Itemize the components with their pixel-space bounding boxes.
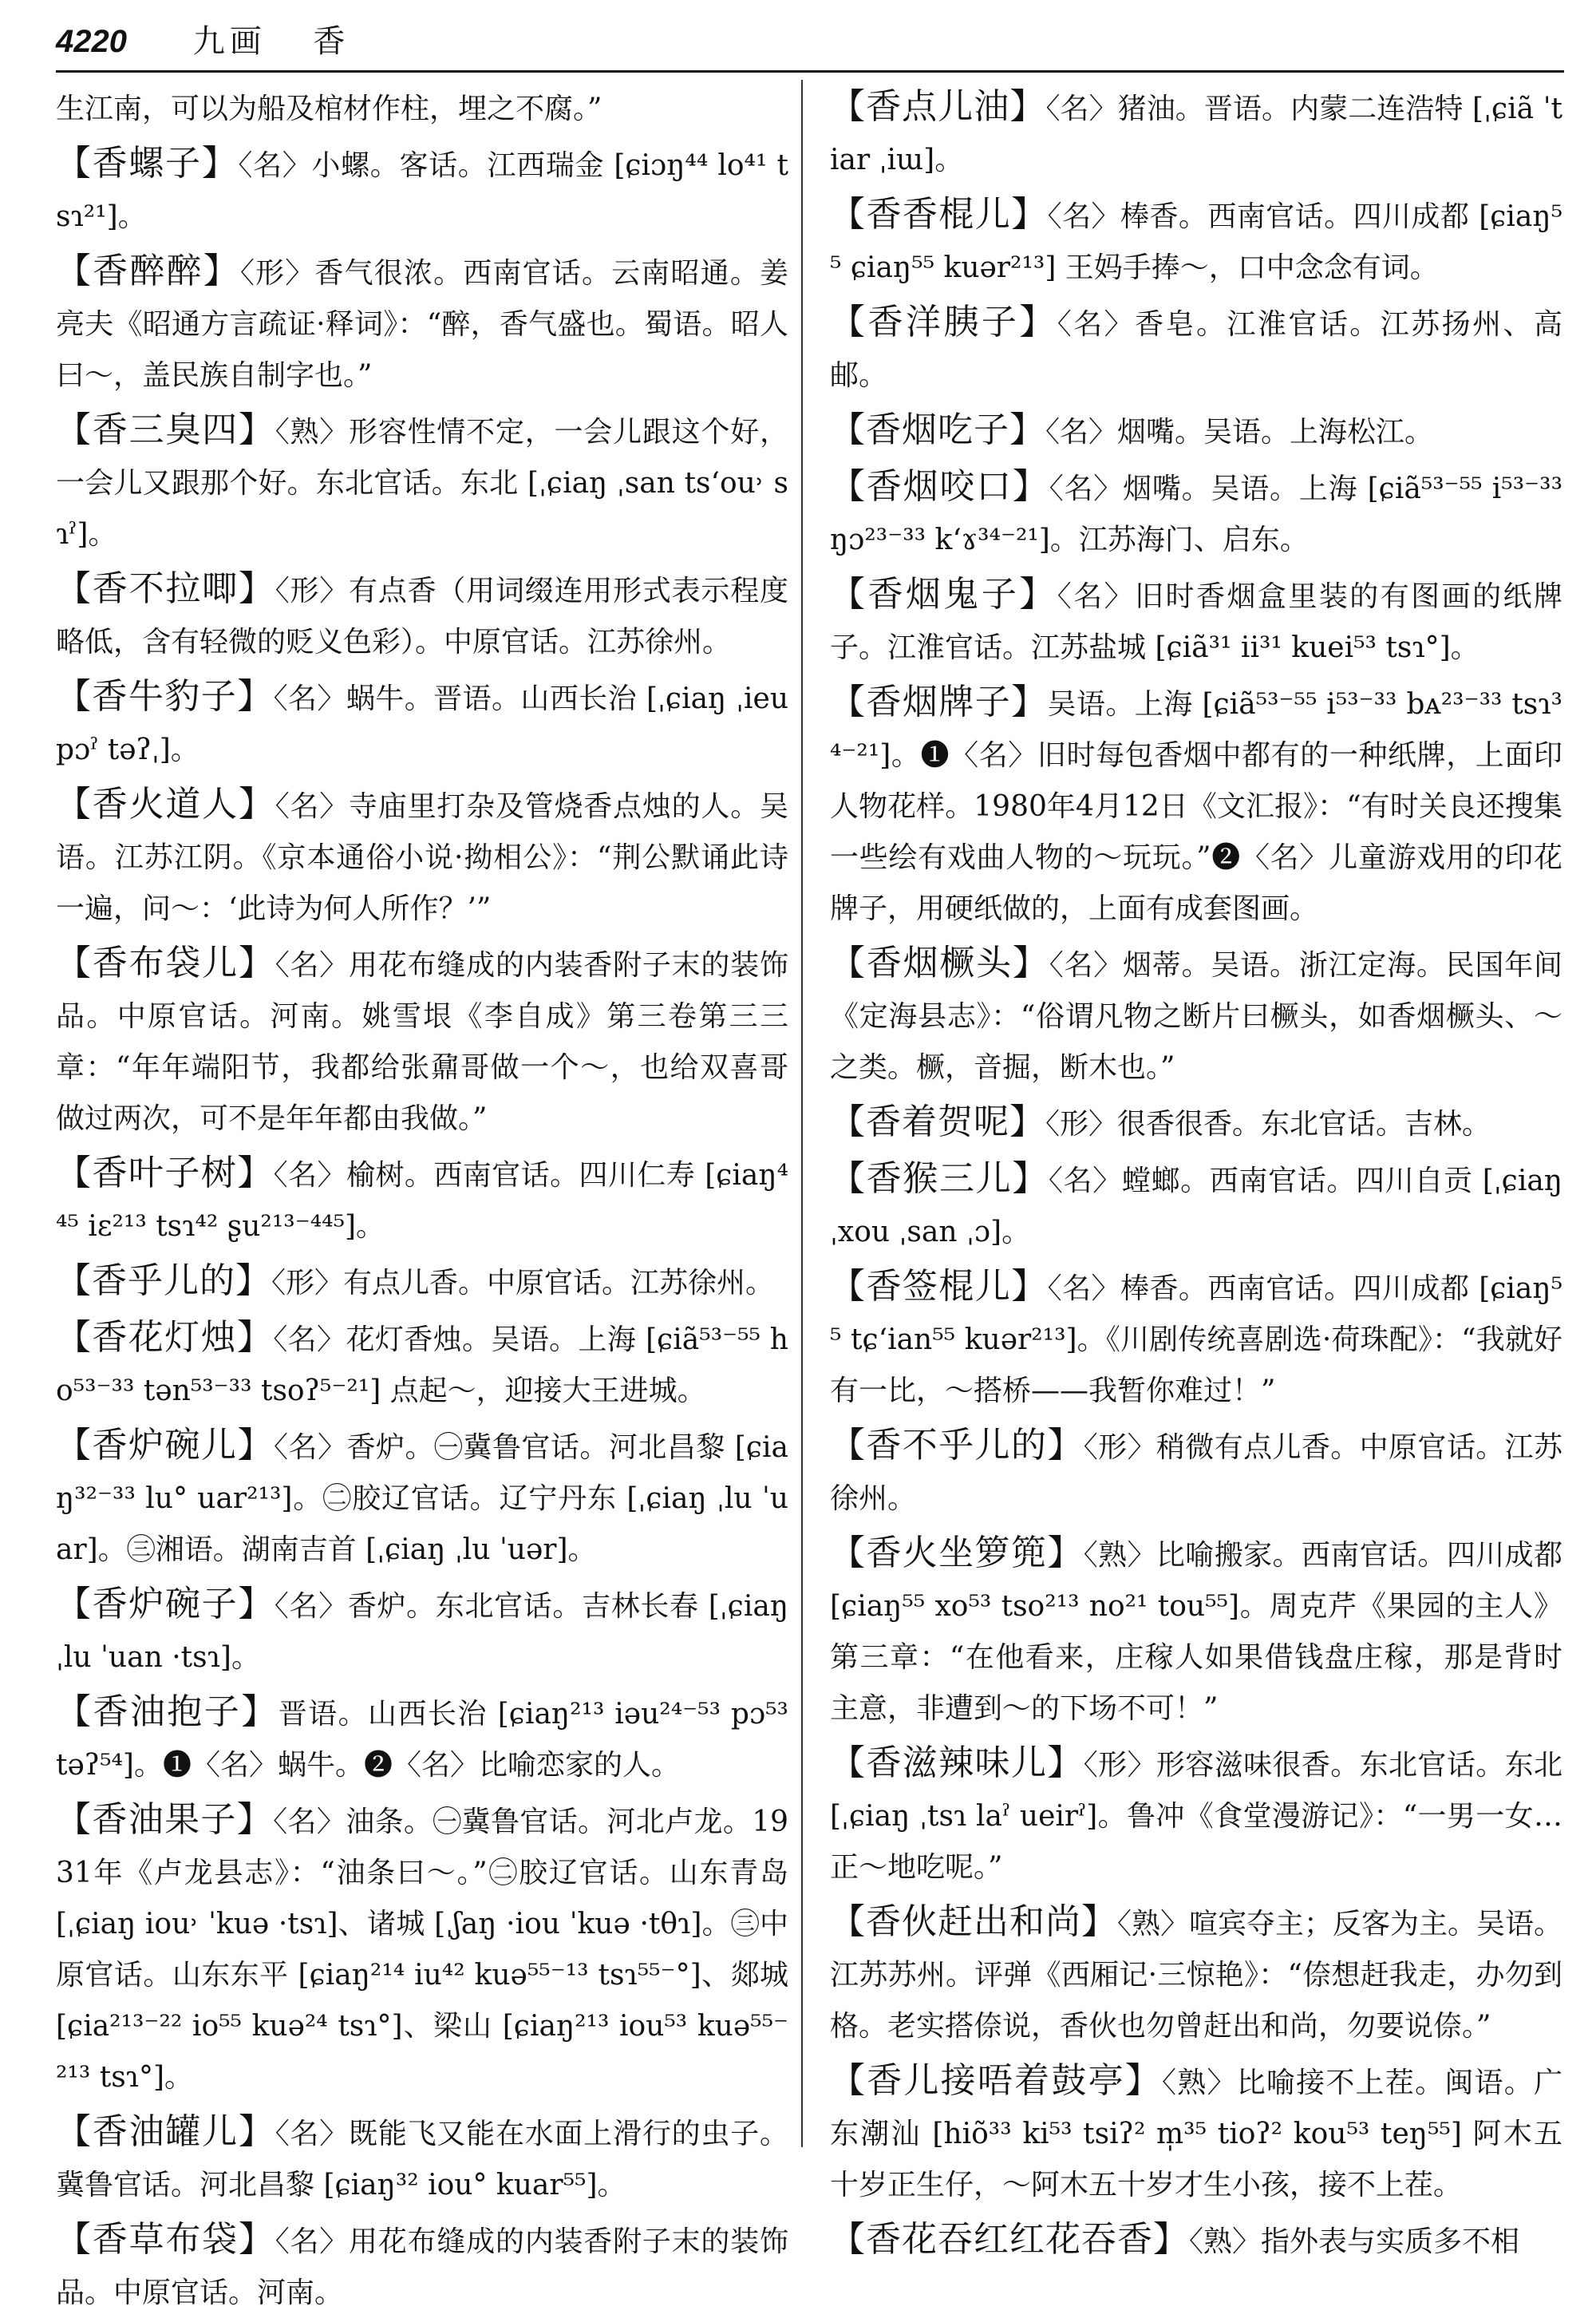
entry-text: 〈形〉形容滋味很香。东北官话。东北 [ˌɕiaŋ ˌtsɿ laˀ ueirˀ]。鲁冲《食堂漫游记》：“一男一女…正～地吃呢。”	[830, 1749, 1562, 1884]
dictionary-entry	[56, 1579, 788, 1683]
entry-text: 生江南，可以为船及棺材作柱，埋之不腐。”	[56, 93, 602, 125]
entry-text: 〈名〉螳螂。西南官话。四川自贡 [ˌɕiaŋ ˌxou ˌsan ˌɔ]。	[830, 1165, 1563, 1248]
entry-headword: 【香牛豹子】	[56, 676, 274, 717]
entry-headword: 【香不拉唧】	[56, 568, 275, 609]
entry-headword: 【香火坐箩篼】	[830, 1533, 1084, 1573]
entry-headword: 【香布袋儿】	[56, 943, 275, 983]
dictionary-entry	[56, 1687, 788, 1791]
entry-headword: 【香洋胰子】	[830, 302, 1057, 342]
entry-text: 〈名〉烟蒂。吴语。浙江定海。民国年间《定海县志》：“俗谓凡物之断片曰橛头，如香烟橛头、～之类。橛，音掘，断木也。”	[830, 949, 1562, 1084]
entry-text: 〈形〉稍微有点儿香。中原官话。江苏徐州。	[830, 1431, 1562, 1515]
entry-headword: 【香烟吃子】	[830, 409, 1045, 450]
dictionary-entry	[56, 2214, 788, 2319]
entry-headword: 【香叶子树】	[56, 1153, 274, 1193]
entry-text: 〈名〉既能飞又能在水面上滑行的虫子。冀鲁官话。河北昌黎 [ɕiaŋ³² iou° kuar⁵⁵]。	[56, 2118, 788, 2201]
entry-headword: 【香油抱子】	[56, 1691, 279, 1732]
entry-text: 〈名〉香炉。㊀冀鲁官话。河北昌黎 [ɕiaŋ³²⁻³³ lu° uar²¹³]。㊁胶辽官话。辽宁丹东 [ˌɕiaŋ ˌlu ˈuar]。㊂湘语。湖南吉首 [ˌɕiaŋ ˌlu ˈuər]。	[56, 1431, 788, 1566]
entry-headword: 【香草布袋】	[56, 2219, 275, 2260]
dictionary-entry	[830, 297, 1562, 402]
entry-headword: 【香醉醉】	[56, 251, 240, 291]
entry-headword: 【香点儿油】	[830, 86, 1046, 127]
entry-text: 〈名〉香炉。东北官话。吉林长春 [ˌɕiaŋ ˌlu ˈuan ·tsɿ]。	[56, 1590, 789, 1674]
dictionary-entry	[56, 671, 788, 776]
entry-text: 〈熟〉比喻接不上茬。闽语。广东潮汕 [hiõ³³ ki⁵³ tsiʔ² m̩³⁵ tioʔ² kou⁵³ teŋ⁵⁵] 阿木五十岁正生仔，～阿木五十岁才生小孩，接不上茬。	[830, 2067, 1562, 2201]
column-divider	[801, 80, 803, 2147]
entry-text: 〈形〉很香很香。东北官话。吉林。	[1045, 1108, 1491, 1141]
entry-text: 〈熟〉比喻搬家。西南官话。四川成都 [ɕiaŋ⁵⁵ xo⁵³ tso²¹³ no²¹ tou⁵⁵]。周克芹《果园的主人》第三章：“在他看来，庄稼人如果借钱盘庄稼，那是背时主意，非遭到～的下场不可！”	[830, 1539, 1562, 1725]
entry-text: 〈名〉烟嘴。吴语。上海松江。	[1045, 416, 1434, 449]
dictionary-entry	[830, 1097, 1562, 1150]
entry-headword: 【香儿接唔着鼓亭】	[830, 2060, 1163, 2101]
entry-headword: 【香不乎儿的】	[830, 1425, 1084, 1466]
dictionary-entry	[830, 2055, 1562, 2211]
entry-text: 〈名〉用花布缝成的内装香附子末的装饰品。中原官话。河南。姚雪垠《李自成》第三卷第三三章：“年年端阳节，我都给张鼐哥做一个～，也给双喜哥做过两次，可不是年年都由我做。”	[56, 949, 788, 1135]
entry-text: 〈名〉棒香。西南官话。四川成都 [ɕiaŋ⁵⁵ ɕiaŋ⁵⁵ kuər²¹³] 王妈手捧～，口中念念有词。	[830, 200, 1563, 284]
dictionary-entry	[830, 189, 1562, 294]
entry-text: 〈名〉棒香。西南官话。四川成都 [ɕiaŋ⁵⁵ tɕʻian⁵⁵ kuər²¹³]。《川剧传统喜剧选·荷珠配》：“我就好有一比，～搭桥——我暂你难过！”	[830, 1272, 1563, 1407]
dictionary-entry	[56, 405, 788, 560]
entry-headword: 【香烟橛头】	[830, 943, 1049, 983]
entry-headword: 【香炉碗子】	[56, 1584, 275, 1624]
dictionary-entry	[56, 1256, 788, 1309]
entry-text: 〈名〉猪油。晋语。内蒙二连浩特 [ˌɕiã ˈtiar ˌiɯ]。	[830, 93, 1562, 176]
dictionary-entry	[830, 405, 1562, 458]
dictionary-entry	[56, 564, 788, 668]
dictionary-entry	[56, 138, 788, 243]
entry-headword: 【香签棍儿】	[830, 1266, 1048, 1307]
entry-text: 〈形〉香气很浓。西南官话。云南昭通。姜亮夫《昭通方言疏证·释词》：“醉，香气盛也。蜀语。昭人曰～，盖民族自制字也。”	[56, 257, 788, 392]
entry-headword: 【香滋辣味儿】	[830, 1742, 1084, 1783]
entry-text: 〈名〉香皂。江淮官话。江苏扬州、高邮。	[830, 308, 1562, 392]
entry-headword: 【香螺子】	[56, 143, 239, 184]
section-label: 九画	[192, 23, 267, 60]
entry-text: 〈名〉用花布缝成的内装香附子末的装饰品。中原官话。河南。	[56, 2225, 788, 2309]
dictionary-entry	[56, 2106, 788, 2211]
dictionary-entry	[56, 1420, 788, 1576]
entry-headword: 【香火道人】	[56, 784, 275, 825]
dictionary-entry	[830, 1153, 1562, 1258]
dictionary-entry	[830, 1738, 1562, 1893]
entry-text: 〈熟〉指外表与实质多不相	[1189, 2225, 1520, 2258]
left-column	[56, 81, 788, 2322]
page-header	[56, 18, 1556, 65]
right-column	[830, 81, 1562, 2271]
entry-headword: 【香油果子】	[56, 1799, 274, 1840]
dictionary-entry	[56, 1148, 788, 1252]
dictionary-entry	[830, 1261, 1562, 1417]
header-rule	[56, 70, 1564, 73]
entry-headword: 【香三臭四】	[56, 409, 275, 450]
entry-headword: 【香猴三儿】	[830, 1158, 1049, 1199]
entry-headword: 【香香棍儿】	[830, 194, 1048, 235]
entry-text: 〈名〉小螺。客话。江西瑞金 [ɕiɔŋ⁴⁴ lo⁴¹ tsɿ²¹]。	[56, 149, 789, 233]
header-character: 香	[313, 23, 346, 60]
dictionary-entry	[830, 569, 1562, 674]
entry-text: 〈熟〉形容性情不定，一会儿跟这个好，一会儿又跟那个好。东北官话。东北 [ˌɕiaŋ ˌsan tsʻou˒ sɿˀ]。	[56, 416, 788, 551]
entry-headword: 【香花灯烛】	[56, 1317, 274, 1358]
dictionary-entry	[830, 1897, 1562, 2052]
entry-text: 〈名〉旧时香烟盒里装的有图画的纸牌子。江淮官话。江苏盐城 [ɕiã³¹ ii³¹ kuei⁵³ tsɿ°]。	[830, 580, 1562, 664]
dictionary-entry	[56, 1312, 788, 1417]
entry-headword: 【香花吞红红花吞香】	[830, 2219, 1189, 2260]
dictionary-entry	[830, 938, 1562, 1094]
entry-text: 吴语。上海 [ɕiã⁵³⁻⁵⁵ i⁵³⁻³³ bᴀ²³⁻³³ tsɿ³⁴⁻²¹]。❶〈名〉旧时每包香烟中都有的一种纸牌，上面印人物花样。1980年4月12日《文汇报》：“有时关良还搜集一些绘有戏曲人物的～玩玩。”❷〈名〉儿童游戏用的印花牌子，用硬纸做的，上面有成套图画。	[830, 688, 1562, 925]
entry-headword: 【香油罐儿】	[56, 2111, 275, 2152]
entry-text: 〈名〉烟嘴。吴语。上海 [ɕiã⁵³⁻⁵⁵ i⁵³⁻³³ ŋɔ²³⁻³³ kʻɤ³⁴⁻²¹]。江苏海门、启东。	[830, 473, 1563, 556]
entry-headword: 【香乎儿的】	[56, 1260, 271, 1301]
entry-headword: 【香着贺呢】	[830, 1102, 1045, 1142]
entry-headword: 【香烟牌子】	[830, 682, 1048, 722]
dictionary-entry	[56, 81, 788, 135]
entry-text: 晋语。山西长治 [ɕiaŋ²¹³ iəu²⁴⁻⁵³ pɔ⁵³ təʔ⁵⁴]。❶〈名〉蜗牛。❷〈名〉比喻恋家的人。	[56, 1698, 788, 1782]
entry-headword: 【香伙赶出和尚】	[830, 1901, 1117, 1942]
dictionary-entry	[56, 246, 788, 402]
entry-headword: 【香炉碗儿】	[56, 1425, 274, 1466]
entry-text: 〈形〉有点香（用词缀连用形式表示程度略低，含有轻微的贬义色彩）。中原官话。江苏徐州。	[56, 575, 788, 659]
entry-headword: 【香烟鬼子】	[830, 574, 1057, 615]
dictionary-entry	[56, 1794, 788, 2103]
entry-text: 〈形〉有点儿香。中原官话。江苏徐州。	[271, 1267, 775, 1299]
entry-text: 〈名〉榆树。西南官话。四川仁寿 [ɕiaŋ⁴⁴⁵ iɛ²¹³ tsɿ⁴² ʂu²¹³⁻⁴⁴⁵]。	[56, 1159, 789, 1243]
entry-text: 〈名〉寺庙里打杂及管烧香点烛的人。吴语。江苏江阴。《京本通俗小说·拗相公》：“荆公默诵此诗一遍，问～：‘此诗为何人所作？’”	[56, 790, 788, 925]
dictionary-entry	[830, 2214, 1562, 2268]
entry-headword: 【香烟咬口】	[830, 466, 1049, 507]
dictionary-entry	[830, 1528, 1562, 1735]
entry-text: 〈名〉油条。㊀冀鲁官话。河北卢龙。1931年《卢龙县志》：“油条曰～。”㊁胶辽官话。山东青岛 [ˌɕiaŋ iou˒ ˈkuə ·tsɿ]、诸城 [ˌʃaŋ ·iou ˈkuə ·tθɿ]。㊂中原官话。山东东平 [ɕiaŋ²¹⁴ iu⁴² kuə⁵⁵⁻¹³ tsɿ⁵⁵⁻°]、郯城 [ɕia²¹³⁻²² io⁵⁵ kuə²⁴ tsɿ°]、梁山 [ɕiaŋ²¹³ iou⁵³ kuə⁵⁵⁻²¹³ tsɿ°]。	[56, 1806, 789, 2094]
entry-text: 〈熟〉喧宾夺主；反客为主。吴语。江苏苏州。评弹《西厢记·三惊艳》：“倷想赶我走，办勿到格。老实搭倷说，香伙也勿曾赶出和尚，勿要说倷。”	[830, 1908, 1563, 2043]
dictionary-entry	[56, 779, 788, 935]
page-number: 4220	[56, 24, 127, 59]
entry-text: 〈名〉蜗牛。晋语。山西长治 [ˌɕiaŋ ˌieu pɔˀ təʔˌ]。	[56, 682, 788, 766]
entry-text: 〈名〉花灯香烛。吴语。上海 [ɕiã⁵³⁻⁵⁵ ho⁵³⁻³³ tən⁵³⁻³³ tsoʔ⁵⁻²¹] 点起～，迎接大王进城。	[56, 1323, 788, 1407]
dictionary-entry	[830, 1420, 1562, 1525]
dictionary-entry	[830, 677, 1562, 935]
dictionary-entry	[830, 81, 1562, 186]
dictionary-entry	[56, 938, 788, 1145]
dictionary-entry	[830, 461, 1562, 566]
